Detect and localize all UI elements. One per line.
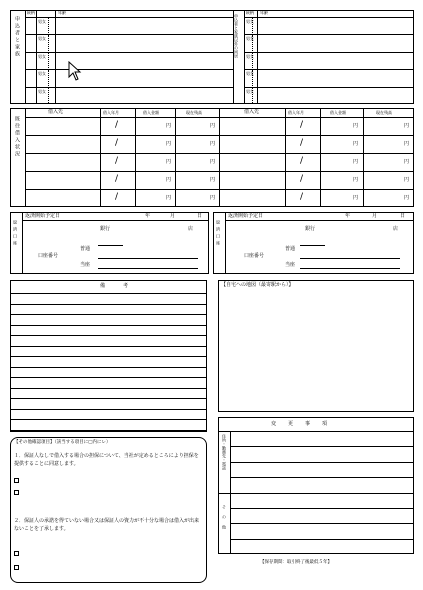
family-col-age-right: 年齢	[260, 10, 268, 15]
debt-col-amount-right: 借入金額	[330, 110, 346, 115]
debt-col-amount: 借入金額	[143, 110, 159, 115]
account-number-label-right: 口座番号	[244, 253, 265, 259]
account-deposit-type: 普通	[80, 246, 91, 252]
account-side-label: 返済口座	[13, 220, 18, 248]
date-slash: /	[115, 138, 119, 148]
family-section	[10, 10, 414, 104]
account-section-left	[10, 212, 209, 274]
changes-row-address: 住所・勤務先・電話	[222, 434, 227, 470]
family-col-relation-right: 続柄	[246, 10, 254, 15]
family-side-label-right: 申込者と家族以外の同居	[234, 14, 239, 58]
gender-mark[interactable]: 男女	[38, 36, 46, 42]
date-slash: /	[115, 156, 119, 166]
account-bank: 銀行	[100, 226, 111, 232]
consent-checkbox-1[interactable]	[14, 478, 19, 483]
debt-col-date-right: 借入年月	[288, 110, 304, 115]
balance-yen-right: 円	[404, 141, 410, 147]
debt-col-lender-right: 借入先	[244, 109, 260, 115]
amount-yen-right: 円	[353, 177, 359, 183]
mouse-cursor-icon	[68, 61, 82, 81]
account-number-label: 口座番号	[38, 253, 59, 259]
gender-mark[interactable]: 男女	[38, 71, 46, 77]
debt-side-label: 既往借入状況	[14, 116, 20, 158]
date-slash-right: /	[300, 156, 304, 166]
account-month-right: 月	[372, 213, 378, 219]
account-checking-right: 当座	[285, 262, 296, 268]
amount-yen: 円	[166, 159, 172, 165]
account-branch-right: 店	[393, 226, 399, 232]
debt-col-balance-right: 現在残高	[376, 110, 392, 115]
date-slash: /	[115, 174, 119, 184]
account-checking: 当座	[80, 262, 91, 268]
changes-row-other: その他	[222, 505, 227, 535]
gender-mark[interactable]: 男女	[38, 88, 46, 94]
account-bank-right: 銀行	[305, 226, 316, 232]
changes-section	[218, 417, 414, 554]
balance-yen-right: 円	[404, 159, 410, 165]
balance-yen: 円	[210, 195, 216, 201]
account-day: 日	[197, 213, 203, 219]
account-start-label-right: 返済開始予定日	[228, 213, 264, 219]
gender-mark-right[interactable]: 男女	[246, 19, 254, 24]
account-section-right	[213, 212, 414, 274]
date-slash-right: /	[300, 120, 304, 130]
balance-yen-right: 円	[404, 195, 410, 201]
gender-mark-right[interactable]: 男女	[246, 71, 254, 77]
amount-yen-right: 円	[353, 195, 359, 201]
account-branch: 店	[188, 226, 194, 232]
gender-mark[interactable]: 男女	[38, 53, 46, 59]
consent-item-2: ２．保証人の承諾を得ていない場合又は保証人の資力が不十分な場合は借入が出来ないことを了承します。	[14, 518, 200, 532]
changes-title: 変更事項	[271, 421, 340, 427]
gender-mark[interactable]: 男女	[38, 19, 46, 24]
account-side-label-right: 返済口座	[216, 220, 221, 248]
account-start-label: 返済開始予定日	[25, 213, 61, 219]
amount-yen: 円	[166, 123, 172, 129]
balance-yen: 円	[210, 177, 216, 183]
amount-yen: 円	[166, 177, 172, 183]
consent-checkbox-1b[interactable]	[14, 490, 19, 495]
date-slash-right: /	[300, 174, 304, 184]
date-slash-right: /	[300, 192, 304, 202]
account-month: 月	[170, 213, 176, 219]
gender-mark-right[interactable]: 男女	[246, 53, 254, 59]
balance-yen-right: 円	[404, 177, 410, 183]
consent-checkbox-2[interactable]	[14, 551, 19, 556]
date-slash-right: /	[300, 138, 304, 148]
map-title: 【自宅への地図（最寄駅から）】	[221, 282, 294, 288]
amount-yen: 円	[166, 195, 172, 201]
balance-yen: 円	[210, 141, 216, 147]
balance-yen: 円	[210, 159, 216, 165]
gender-mark-right[interactable]: 男女	[246, 88, 254, 94]
amount-yen-right: 円	[353, 141, 359, 147]
date-slash: /	[115, 120, 119, 130]
amount-yen-right: 円	[353, 159, 359, 165]
account-year-right: 年	[345, 213, 351, 219]
gender-mark-right[interactable]: 男女	[246, 36, 254, 42]
balance-yen-right: 円	[404, 123, 410, 129]
account-year: 年	[145, 213, 151, 219]
debt-col-lender: 借入先	[48, 109, 64, 115]
consent-title: 【その他確認項目】（該当する項目に□内にレ）	[14, 440, 111, 445]
account-day-right: 日	[400, 213, 406, 219]
amount-yen-right: 円	[353, 123, 359, 129]
debt-col-balance: 現在残高	[186, 110, 202, 115]
family-col-age: 年齢	[58, 10, 66, 15]
notes-title: 備考	[100, 283, 147, 289]
family-col-relation: 続柄	[27, 10, 35, 15]
amount-yen: 円	[166, 141, 172, 147]
consent-item-1: １．保証人なしで借入する場合の担保について、当社が定めるところにより担保を提供することに同意します。	[14, 453, 199, 467]
account-deposit-type-right: 普通	[285, 246, 296, 252]
balance-yen: 円	[210, 123, 216, 129]
date-slash: /	[115, 192, 119, 202]
retention-footer: 【保存期間：取引終了後最低５年】	[260, 560, 332, 565]
debt-col-date: 借入年月	[103, 110, 119, 115]
consent-checkbox-2b[interactable]	[14, 565, 19, 570]
family-side-label: 申込者と家族	[14, 16, 20, 58]
map-section	[218, 280, 414, 412]
